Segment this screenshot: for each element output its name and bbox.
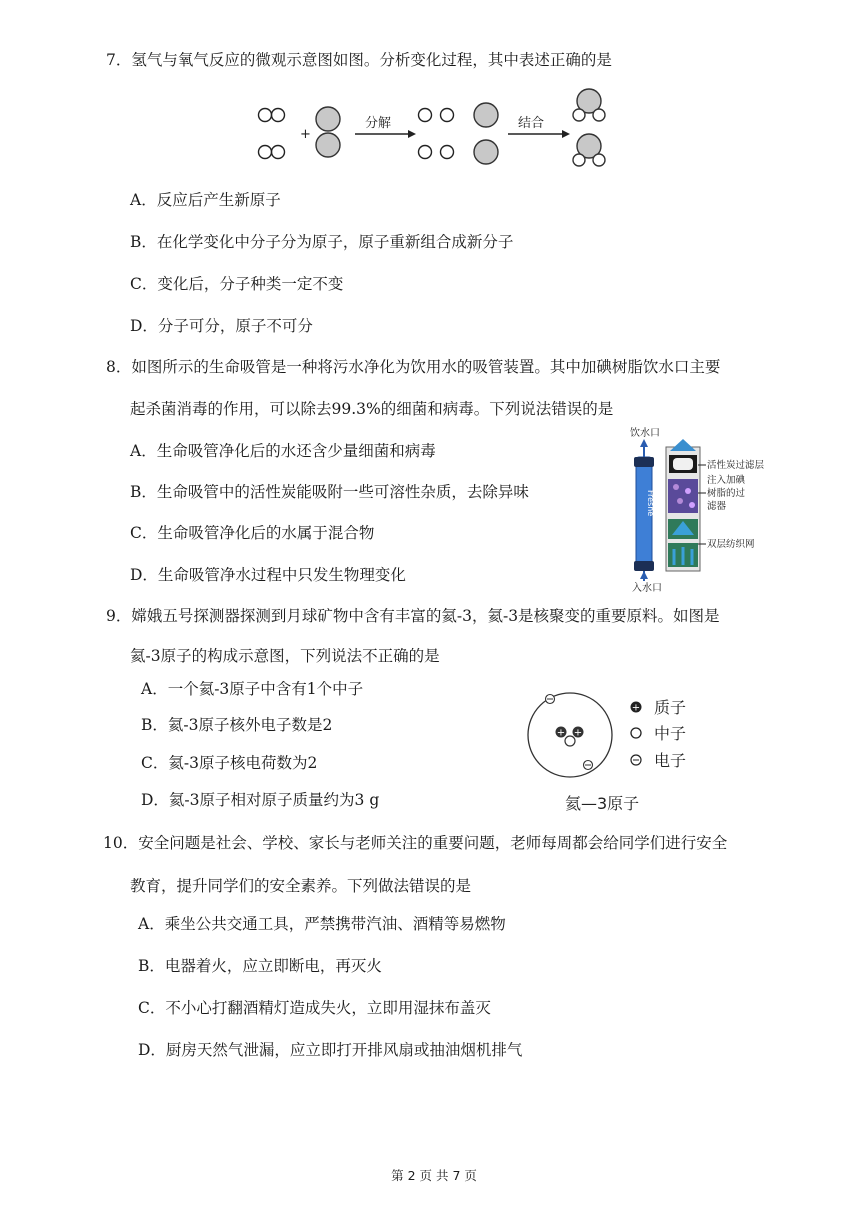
question-10-stem-line1: 10．安全问题是社会、学校、家长与老师关注的重要问题，老师每周都会给同学们进行安全 bbox=[103, 834, 728, 852]
filter-top-arrow-icon bbox=[670, 439, 696, 451]
straw-outlet-label: 饮水口 bbox=[630, 428, 660, 439]
q9-option-d: D．氦-3原子相对原子质量约为3 g bbox=[141, 791, 380, 809]
iodine-resin-label-line3: 滤器 bbox=[707, 501, 727, 512]
question-9-stem-line1: 9．嫦娥五号探测器探测到月球矿物中含有丰富的氦-3，氦-3是核聚变的重要原料。如图是 bbox=[106, 607, 720, 625]
q10-option-d: D．厨房天然气泄漏，应立即打开排风扇或抽油烟机排气 bbox=[138, 1041, 523, 1059]
straw-inlet-label: 入水口 bbox=[632, 583, 662, 594]
q7-option-a: A．反应后产生新原子 bbox=[130, 191, 281, 209]
q8-option-a: A．生命吸管净化后的水还含少量细菌和病毒 bbox=[130, 442, 436, 460]
q8-option-b: B．生命吸管中的活性炭能吸附一些可溶性杂质，去除异味 bbox=[130, 483, 529, 501]
plus-sign: + bbox=[300, 127, 311, 142]
straw-brand-text: Freshe bbox=[646, 490, 655, 517]
outlet-arrow-icon bbox=[640, 439, 648, 447]
activated-carbon-label: 活性炭过滤层 bbox=[707, 460, 765, 471]
atom-caption: 氦—3原子 bbox=[565, 794, 640, 813]
q7-option-b: B．在化学变化中分子分为原子，原子重新组合成新分子 bbox=[130, 233, 514, 251]
iodine-resin-label-line2: 树脂的过 bbox=[707, 488, 746, 499]
neutron-legend-icon bbox=[631, 728, 641, 738]
question-10-stem-line2: 教育，提升同学们的安全素养。下列做法错误的是 bbox=[130, 877, 472, 895]
q7-option-d: D．分子可分，原子不可分 bbox=[130, 317, 313, 335]
svg-text:+: + bbox=[556, 727, 566, 739]
life-straw-diagram bbox=[610, 425, 800, 595]
q10-option-c: C．不小心打翻酒精灯造成失火，立即用湿抹布盖灭 bbox=[138, 999, 491, 1017]
q7-option-c: C．变化后，分子种类一定不变 bbox=[130, 275, 344, 293]
q9-option-c: C．氦-3原子核电荷数为2 bbox=[141, 754, 318, 772]
double-mesh-label: 双层纺织网 bbox=[707, 539, 755, 550]
hydrogen-oxygen-reaction-diagram bbox=[250, 82, 630, 172]
q10-option-a: A．乘坐公共交通工具，严禁携带汽油、酒精等易燃物 bbox=[138, 915, 506, 933]
q8-option-d: D．生命吸管净水过程中只发生物理变化 bbox=[130, 566, 406, 584]
q9-option-a: A．一个氦-3原子中含有1个中子 bbox=[141, 680, 364, 698]
legend-neutron-label: 中子 bbox=[654, 724, 687, 743]
question-9-stem-line2: 氦-3原子的构成示意图，下列说法不正确的是 bbox=[130, 647, 440, 665]
iodine-resin-label-line1: 注入加碘 bbox=[707, 475, 746, 486]
arrow-label-combine: 结合 bbox=[518, 116, 545, 131]
question-7-stem: 7．氢气与氧气反应的微观示意图如图。分析变化过程，其中表述正确的是 bbox=[106, 51, 612, 69]
legend-proton-label: 质子 bbox=[654, 698, 687, 717]
arrow-label-decompose: 分解 bbox=[365, 116, 392, 131]
svg-text:+: + bbox=[631, 702, 641, 714]
svg-text:+: + bbox=[573, 727, 583, 739]
helium-3-atom-diagram bbox=[520, 690, 710, 820]
q9-option-b: B．氦-3原子核外电子数是2 bbox=[141, 716, 333, 734]
inlet-arrow-icon bbox=[640, 571, 648, 579]
q10-option-b: B．电器着火，应立即断电，再灭火 bbox=[138, 957, 382, 975]
legend-electron-label: 电子 bbox=[654, 751, 687, 770]
question-8-stem-line1: 8．如图所示的生命吸管是一种将污水净化为饮用水的吸管装置。其中加碘树脂饮水口主要 bbox=[106, 358, 721, 376]
q8-option-c: C．生命吸管净化后的水属于混合物 bbox=[130, 524, 375, 542]
page-number-footer: 第 2 页 共 7 页 bbox=[391, 1168, 477, 1183]
question-8-stem-line2: 起杀菌消毒的作用，可以除去99.3%的细菌和病毒。下列说法错误的是 bbox=[130, 400, 614, 418]
